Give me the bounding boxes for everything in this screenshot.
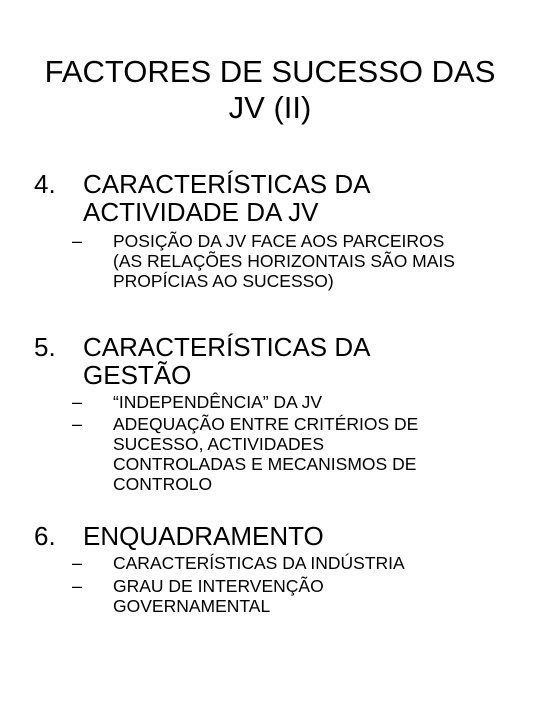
section-heading-line: GESTÃO	[83, 360, 192, 390]
section-heading	[83, 522, 523, 550]
list-item-line: CONTROLO	[113, 474, 213, 494]
list-item-text	[113, 392, 528, 412]
list-item-line: (AS RELAÇÕES HORIZONTAIS SÃO MAIS	[113, 251, 455, 271]
section-heading-line: ACTIVIDADE DA JV	[83, 197, 319, 227]
section-number: 5.	[34, 332, 56, 362]
list-item-line: CONTROLADAS E MECANISMOS DE	[113, 454, 417, 474]
section-heading	[83, 333, 523, 389]
section-number: 4.	[34, 169, 56, 199]
list-item-text	[113, 553, 528, 573]
list-item-line: GRAU DE INTERVENÇÃO	[113, 576, 324, 596]
dash-bullet: –	[72, 576, 83, 596]
section-heading-line: ENQUADRAMENTO	[83, 521, 324, 551]
list-item-line: “INDEPENDÊNCIA” DA JV	[113, 392, 323, 412]
section-heading	[83, 170, 523, 226]
section-heading-line: CARACTERÍSTICAS DA	[83, 332, 371, 362]
list-item-line: SUCESSO, ACTIVIDADES	[113, 434, 325, 454]
dash-bullet: –	[72, 414, 83, 434]
slide-title-line-1: FACTORES DE SUCESSO DAS	[44, 54, 496, 89]
list-item-line: POSIÇÃO DA JV FACE AOS PARCEIROS	[113, 231, 445, 251]
list-item-line: GOVERNAMENTAL	[113, 596, 271, 616]
list-item-line: ADEQUAÇÃO ENTRE CRITÉRIOS DE	[113, 414, 419, 434]
list-item-line: CARACTERÍSTICAS DA INDÚSTRIA	[113, 553, 405, 573]
dash-bullet: –	[72, 392, 83, 412]
section-heading-line: CARACTERÍSTICAS DA	[83, 169, 371, 199]
list-item-line: PROPÍCIAS AO SUCESSO)	[113, 271, 334, 291]
list-item-text	[113, 414, 528, 494]
dash-bullet: –	[72, 231, 83, 251]
slide-title	[20, 54, 520, 126]
section-number: 6.	[34, 521, 56, 551]
slide-title-line-2: JV (II)	[228, 90, 312, 125]
list-item-text	[113, 576, 528, 616]
list-item-text	[113, 231, 528, 291]
dash-bullet: –	[72, 553, 83, 573]
